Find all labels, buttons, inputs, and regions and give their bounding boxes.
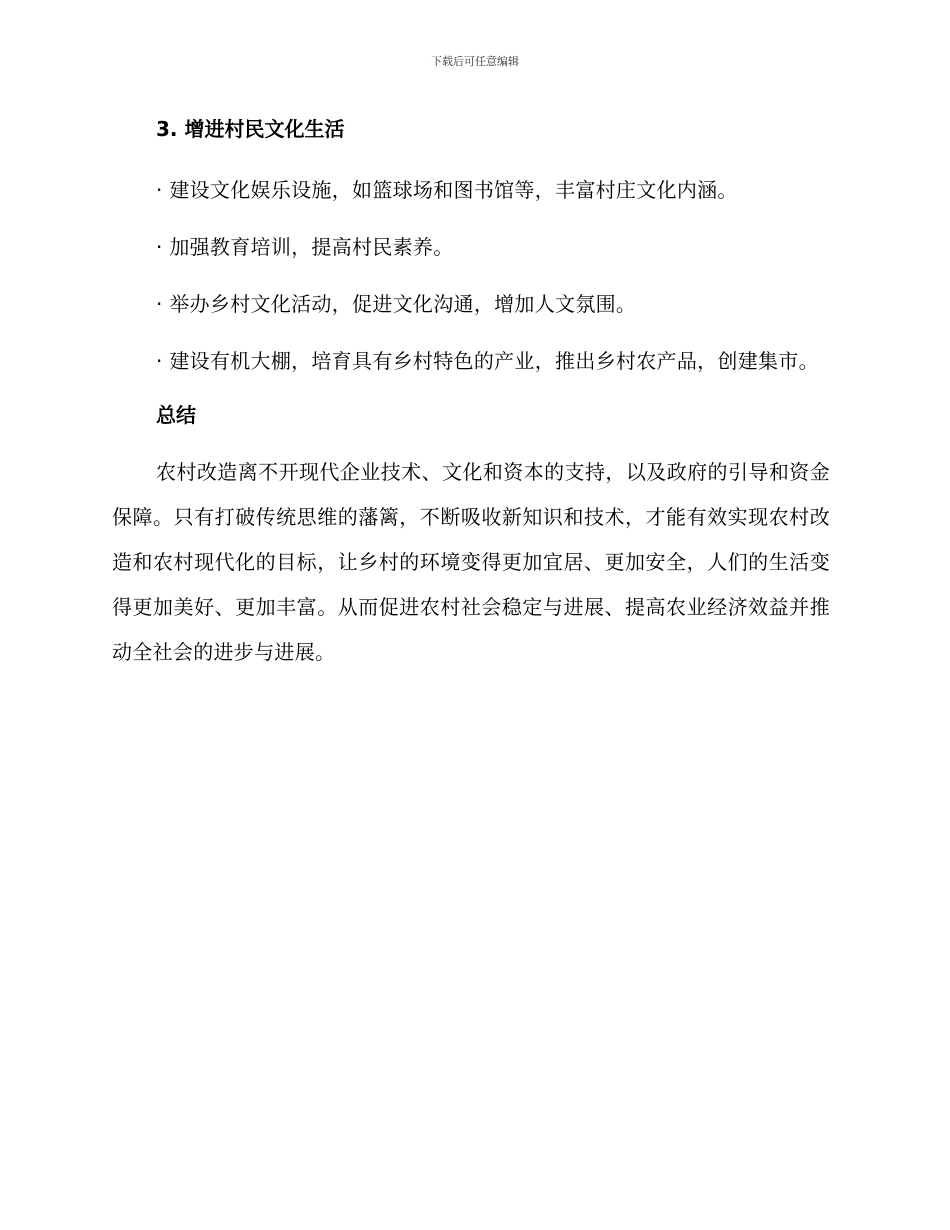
summary-heading: 总结 bbox=[156, 403, 196, 427]
document-body bbox=[112, 112, 830, 675]
bullet-item: · 建设有机大棚，培育具有乡村特色的产业，推出乡村农产品，创建集市。 bbox=[156, 349, 819, 373]
summary-paragraph: 农村改造离不开现代企业技术、文化和资本的支持，以及政府的引导和资金保障。只有打破传统思维的藩篱，不断吸收新知识和技术，才能有效实现农村改造和农村现代化的目标，让乡村的环境变得更加宜居、更加安全，人们的生活变得更加美好、更加丰富。从而促进农村社会稳定与进展、提高农业经济效益并推动全社会的进步与进展。 bbox=[112, 460, 830, 664]
bullet-item: · 建设文化娱乐设施，如篮球场和图书馆等，丰富村庄文化内涵。 bbox=[156, 178, 738, 202]
page-header: 下载后可任意编辑 bbox=[431, 55, 519, 68]
bullet-item: · 加强教育培训，提高村民素养。 bbox=[156, 235, 454, 259]
bullet-item: · 举办乡村文化活动，促进文化沟通，增加人文氛围。 bbox=[156, 292, 637, 316]
section-heading: 3. 增进村民文化生活 bbox=[156, 117, 345, 141]
